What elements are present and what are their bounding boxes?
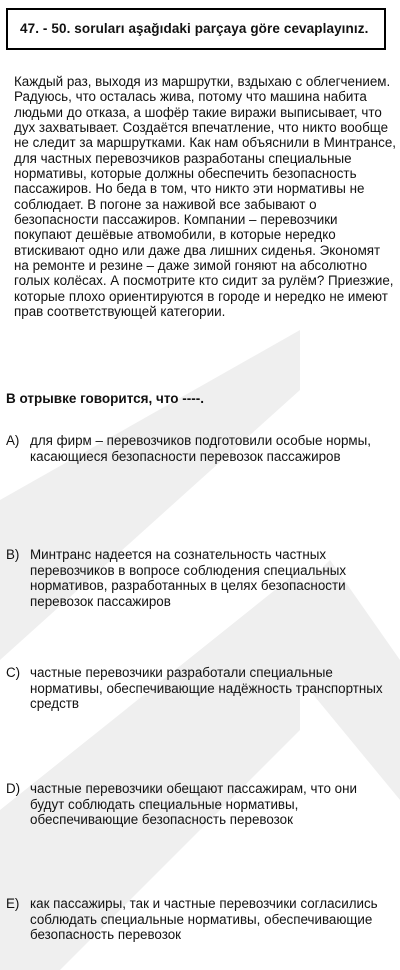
option-text: для фирм – перевозчиков подготовили особые нормы, касающиеся безопасности перевозок пассажиров [30, 433, 371, 464]
answer-option-b[interactable] [6, 547, 386, 609]
answer-option-d[interactable] [6, 781, 386, 828]
option-letter: E) [6, 896, 20, 911]
instruction-header-text: 47. - 50. soruları aşağıdaki parçaya göre cevaplayınız. [20, 21, 369, 36]
reading-passage: Каждый раз, выходя из маршрутки, вздыхаю с облегчением. Радуюсь, что осталась жива, потому что машина набита людьми до отказа, а шофёр такие виражи выписывает, что дух захватывает. Создаётся впечатление, что никто вообще не следит за маршрутками. Как нам объяснили в Минтрансе, для частных перевозчиков разработаны специальные нормативы, которые должны обеспечить безопасность пассажиров. Но беда в том, что никто эти нормативы не соблюдает. В погоне за наживой все забывают о безопасности пассажиров. Компании – перевозчики покупают дешёвые атвомобили, в которые нередко втискивают одно или даже два лишних сиденья. Экономят на ремонте и резине – даже зимой гоняют на абсолютно голых колёсах. А посмотрите кто сидит за рулём? Приезжие, которые плохо ориентируются в городе и нередко не имеют прав соответствующей категории. [14, 74, 396, 320]
option-text: как пассажиры, так и частные перевозчики согласились соблюдать специальные нормативы, обеспечивающие безопасность перевозок [30, 896, 378, 943]
answer-option-c[interactable] [6, 665, 386, 712]
option-letter: A) [6, 433, 20, 448]
watermark-graphic [0, 330, 400, 970]
option-text: частные перевозчики обещают пассажирам, что они будут соблюдать специальные нормативы, обеспечивающие безопасность перевозок [30, 781, 357, 828]
answer-option-a[interactable] [6, 433, 386, 464]
option-text: Минтранс надеется на сознательность частных перевозчиков в вопросе соблюдения специальных нормативов, разработанных в целях безопасности перевозок пассажиров [30, 547, 347, 609]
answer-option-e[interactable] [6, 896, 386, 943]
option-letter: C) [6, 665, 21, 680]
option-text: частные перевозчики разработали специальные нормативы, обеспечивающие надёжность транспортных средств [30, 665, 383, 712]
question-stem: В отрывке говорится, что ----. [6, 391, 205, 406]
option-letter: B) [6, 547, 20, 562]
option-letter: D) [6, 781, 21, 796]
instruction-header-box [6, 8, 386, 50]
